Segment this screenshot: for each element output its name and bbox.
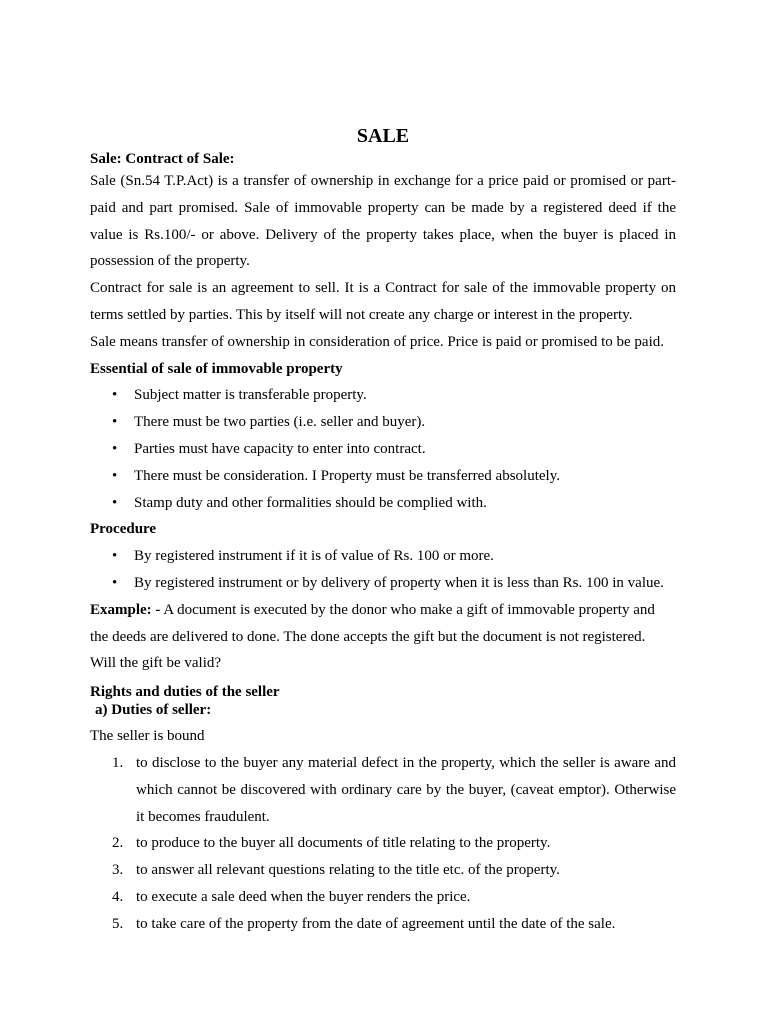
essentials-heading: Essential of sale of immovable property [90,360,343,377]
page-title: SALE [356,125,410,147]
bullet-icon: • [112,387,118,404]
essentials-list [90,382,676,516]
list-item [90,570,676,597]
item-number: 1. [112,754,124,771]
list-item-text: By registered instrument or by delivery of property when it is less than Rs. 100 in value. [134,574,664,591]
list-item [90,382,676,409]
list-item-text: Stamp duty and other formalities should be complied with. [134,494,487,511]
example-text: A document is executed by the donor who make a gift of immovable property and the deeds are delivered to done. The done accepts the gift but the document is not registered. [90,601,655,645]
bullet-icon: • [112,467,118,484]
list-item-text: Parties must have capacity to enter into contract. [134,440,426,457]
item-number: 4. [112,888,124,905]
bullet-icon: • [112,440,118,457]
bullet-icon: • [112,414,118,431]
example-paragraph [90,597,676,651]
list-item [90,436,676,463]
list-item-text: to answer all relevant questions relating to the title etc. of the property. [136,862,560,879]
example-label: Example: - [90,601,161,618]
list-item [90,884,676,911]
bullet-icon: • [112,494,118,511]
list-item [90,490,676,517]
item-number: 5. [112,915,124,932]
list-item-text: There must be consideration. I Property must be transferred absolutely. [134,467,560,484]
list-item [90,830,676,857]
bullet-icon: • [112,574,118,591]
list-item-text: to disclose to the buyer any material defect in the property, which the seller is aware and which cannot be discovered with ordinary care by the buyer, (caveat emptor). Otherwise it becomes fraudulent. [136,754,676,825]
rights-duties-heading: Rights and duties of the seller [90,684,280,701]
list-item-text: to execute a sale deed when the buyer renders the price. [136,888,471,905]
paragraph-sale-meaning: Sale means transfer of ownership in consideration of price. Price is paid or promised to be paid. [90,333,665,350]
duties-list [90,750,676,938]
list-item [90,409,676,436]
example-question: Will the gift be valid? [90,655,222,672]
list-item-text: to take care of the property from the date of agreement until the date of the sale. [136,915,616,932]
bullet-icon: • [112,548,118,565]
paragraph-sale-definition: Sale (Sn.54 T.P.Act) is a transfer of ownership in exchange for a price paid or promised or part-paid and part promised. Sale of immovable property can be made by a registered deed if the value is Rs.100/- or above. Delivery of the property takes place, when the buyer is placed in possession of the property. [90,173,676,270]
section-title: Sale: Contract of Sale: [90,151,235,167]
list-item [90,911,676,938]
duties-intro: The seller is bound [90,728,205,745]
document-page [90,124,676,938]
item-number: 2. [112,835,124,852]
duties-subheading: a) Duties of seller: [95,702,212,719]
list-item-text: There must be two parties (i.e. seller and buyer). [134,414,426,431]
list-item-text: By registered instrument if it is of value of Rs. 100 or more. [134,548,494,565]
list-item-text: Subject matter is transferable property. [134,387,367,404]
procedure-list [90,543,676,597]
list-item [90,857,676,884]
list-item-text: to produce to the buyer all documents of title relating to the property. [136,835,551,852]
procedure-heading: Procedure [90,521,157,538]
list-item [90,463,676,490]
list-item [90,750,676,830]
item-number: 3. [112,862,124,879]
list-item [90,543,676,570]
paragraph-contract-for-sale: Contract for sale is an agreement to sell. It is a Contract for sale of the immovable property on terms settled by parties. This by itself will not create any charge or interest in the property. [90,280,676,323]
